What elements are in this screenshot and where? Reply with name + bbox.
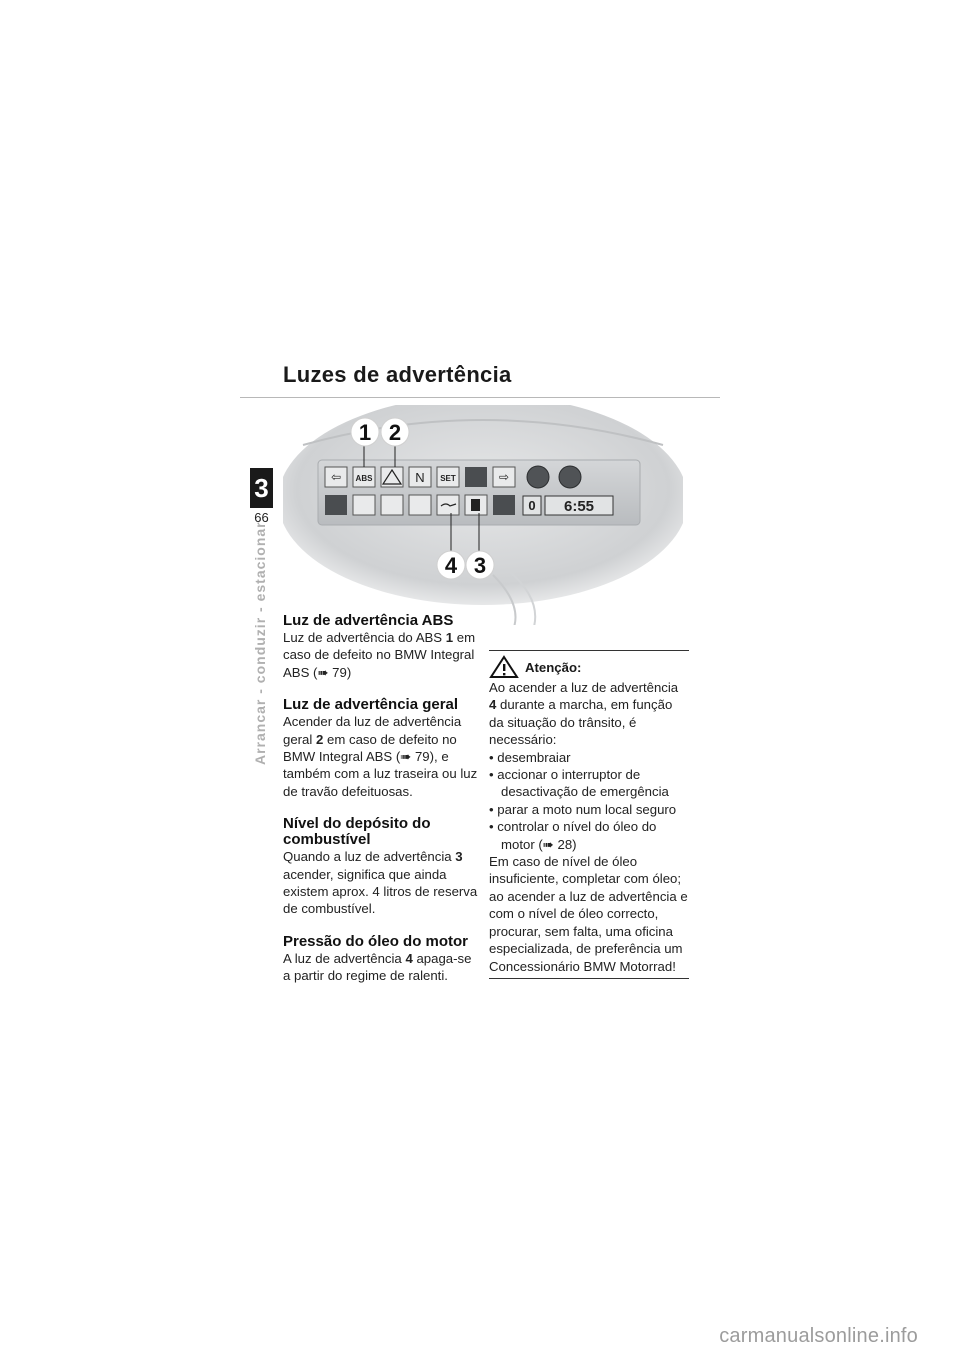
section-text-part: Luz de advertência do ABS xyxy=(283,630,446,645)
chapter-number: 3 xyxy=(250,468,273,508)
callout-3: 3 xyxy=(473,553,487,578)
section-text xyxy=(283,950,479,985)
section-text xyxy=(283,848,479,918)
instrument-panel-illustration xyxy=(283,405,683,625)
section-heading: Luz de advertência ABS xyxy=(283,612,454,629)
warning-list xyxy=(489,749,689,853)
dark-indicator xyxy=(465,467,487,487)
section-text-part: Acender da luz de advertência geral xyxy=(283,714,462,747)
section-text-part: em caso de defeito no BMW Integral ABS (➠ 79), e também com a luz traseira ou luz de travão defeituosas. xyxy=(283,731,478,799)
warning-header xyxy=(489,655,689,679)
chapter-side-tab: Arrancar - conduzir - estacionar xyxy=(252,521,268,765)
section-text-part: acender, significa que ainda existem aprox. 4 litros de reserva de combustível. xyxy=(283,866,478,917)
section-text-part: Quando a luz de advertência xyxy=(283,849,456,865)
callout-1: 1 xyxy=(358,420,372,445)
callout-2: 2 xyxy=(388,420,402,445)
panel-button-left xyxy=(527,466,549,488)
set-indicator-label: SET xyxy=(440,474,456,483)
coolant-indicator xyxy=(353,495,375,515)
clock-display-value: 6:55 xyxy=(563,498,595,515)
section-heading: Pressão do óleo do motor xyxy=(283,932,469,950)
list-item: • accionar o interruptor de desactivação de emergência xyxy=(489,766,689,801)
warning-intro-part: durante a marcha, em função da situação do trânsito, é necessário: xyxy=(489,697,673,748)
page-title: Luzes de advertência xyxy=(283,362,512,387)
dark-indicator xyxy=(325,495,347,515)
warning-triangle-icon xyxy=(489,655,519,679)
page-number: 66 xyxy=(254,510,269,525)
fuel-pump-icon xyxy=(471,499,480,511)
battery-indicator xyxy=(381,495,403,515)
section-text-part: apaga-se a partir do regime de ralenti. xyxy=(283,950,472,984)
section-ref: 1 xyxy=(445,630,454,645)
list-item: • controlar o nível do óleo do motor (➠ 28) xyxy=(489,818,689,853)
svg-text:⇨: ⇨ xyxy=(498,470,510,484)
warning-top-rule xyxy=(489,650,689,651)
section-heading: Luz de advertência geral xyxy=(283,696,459,714)
abs-indicator-label: ABS xyxy=(355,474,373,483)
dark-indicator xyxy=(493,495,515,515)
gear-display-value: 0 xyxy=(528,498,536,513)
left-column xyxy=(283,613,479,1001)
section-fuel-level xyxy=(283,816,479,918)
section-text-part: A luz de advertência xyxy=(283,950,406,966)
warning-intro-part: Ao acender a luz de advertência xyxy=(489,680,679,695)
warning-label: Atenção: xyxy=(525,659,582,675)
section-ref: 4 xyxy=(405,950,413,966)
bottom-indicator-row xyxy=(325,495,613,515)
section-text xyxy=(283,713,479,800)
panel-button-right xyxy=(559,466,581,488)
instrument-panel-figure xyxy=(283,405,683,625)
section-heading: Nível do depósito do combustível xyxy=(283,815,431,849)
warning-box xyxy=(489,650,689,979)
warning-ref: 4 xyxy=(489,697,497,713)
svg-text:⇦: ⇦ xyxy=(330,470,342,484)
section-general-warning xyxy=(283,697,479,800)
engine-indicator xyxy=(409,495,431,515)
callout-4: 4 xyxy=(444,553,458,578)
warning-outro: Em caso de nível de óleo insuficiente, completar com óleo; ao acender a luz de advertência e com o nível de óleo correcto, procurar, sem falta, uma oficina especializada, de preferência um Concessionário BMW Motorrad! xyxy=(489,854,688,974)
section-oil-pressure xyxy=(283,934,479,985)
section-ref: 2 xyxy=(316,731,324,747)
neutral-indicator-label: N xyxy=(415,470,425,485)
section-ref: 3 xyxy=(455,849,463,865)
title-divider xyxy=(240,397,720,398)
section-text-part: em caso de defeito no BMW Integral ABS (➠ 79) xyxy=(283,630,476,680)
warning-bottom-rule xyxy=(489,978,689,979)
list-item: • desembraiar xyxy=(489,749,689,766)
list-item: • parar a moto num local seguro xyxy=(489,801,689,818)
section-text xyxy=(283,629,479,681)
top-indicator-row xyxy=(325,466,581,488)
watermark: carmanualsonline.info xyxy=(719,1325,918,1347)
section-abs-warning xyxy=(283,613,479,681)
warning-intro xyxy=(489,679,689,749)
